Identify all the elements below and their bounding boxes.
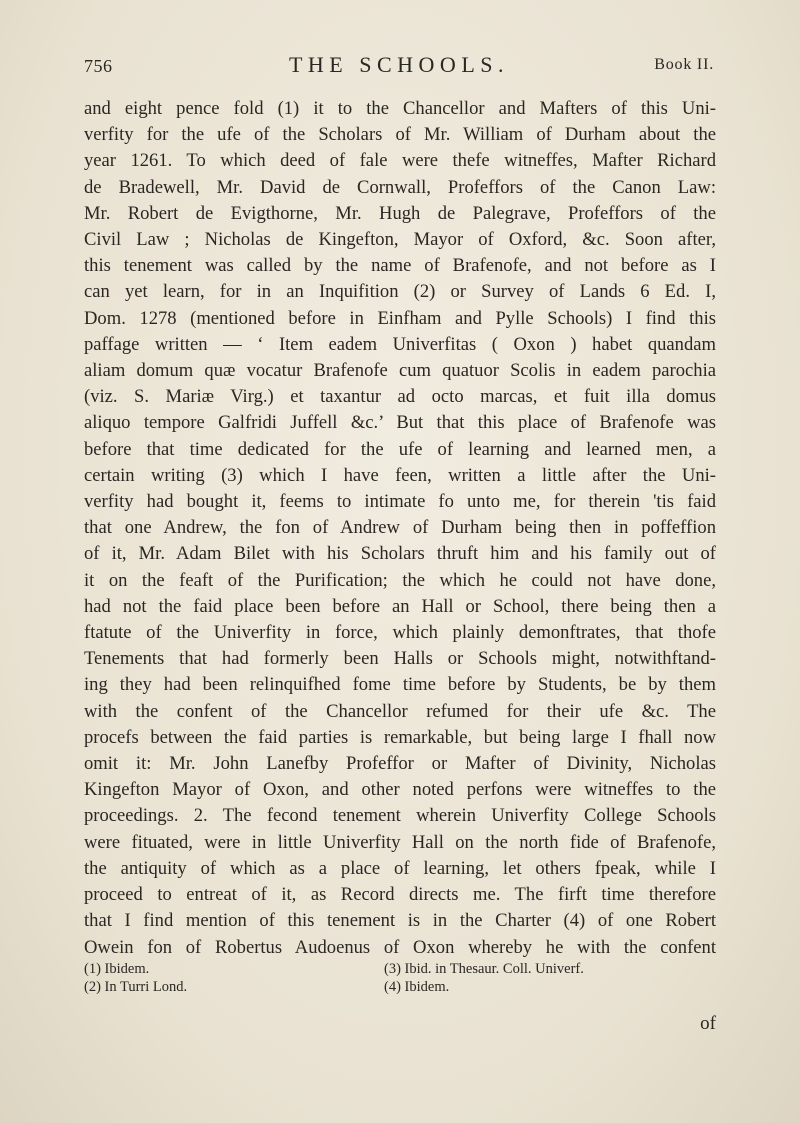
running-title: THE SCHOOLS. <box>288 52 509 77</box>
text-line: had not the faid place been before an Hall or School, there being then a <box>84 595 716 617</box>
text-line: Tenements that had formerly been Halls or Schools might, notwithftand- <box>84 648 716 670</box>
page-header <box>84 50 714 82</box>
text-line: of it, Mr. Adam Bilet with his Scholars thruft him and his family out of <box>84 543 716 565</box>
text-line: Owein fon of Robertus Audoenus of Oxon whereby he with the confent <box>84 936 716 958</box>
text-line: Civil Law ; Nicholas de Kingefton, Mayor of Oxford, &c. Soon after, <box>84 229 716 251</box>
text-line: that one Andrew, the fon of Andrew of Durham being then in poffeffion <box>84 517 716 539</box>
text-line: verfity had bought it, feems to intimate fo unto me, for therein 'tis faid <box>84 491 716 513</box>
text-line: aliam domum quæ vocatur Brafenofe cum quatuor Scolis in eadem parochia <box>84 360 716 382</box>
footnote: (4) Ibidem. <box>384 979 450 995</box>
text-line: it on the feaft of the Purification; the which he could not have done, <box>84 569 716 591</box>
text-line: Mr. Robert de Evigthorne, Mr. Hugh de Palegrave, Profeffors of the <box>84 202 716 224</box>
page-number: 756 <box>84 56 113 76</box>
text-line: procefs between the faid parties is remarkable, but being large I fhall now <box>84 726 716 748</box>
text-line: with the confent of the Chancellor refumed for their ufe &c. The <box>84 700 716 722</box>
text-line: Kingefton Mayor of Oxon, and other noted perfons were witneffes to the <box>84 779 716 801</box>
text-line: can yet learn, for in an Inquifition (2) or Survey of Lands 6 Ed. I, <box>84 281 716 303</box>
text-line: before that time dedicated for the ufe of learning and learned men, a <box>84 438 716 460</box>
text-line: verfity for the ufe of the Scholars of Mr. William of Durham about the <box>84 124 716 146</box>
text-line: Dom. 1278 (mentioned before in Einfham and Pylle Schools) I find this <box>84 307 716 329</box>
text-line: and eight pence fold (1) it to the Chancellor and Mafters of this Uni- <box>84 98 716 119</box>
footnotes-left-column <box>84 960 384 996</box>
text-line: this tenement was called by the name of Brafenofe, and not before as I <box>84 255 716 277</box>
text-line: omit it: Mr. John Lanefby Profeffor or Mafter of Divinity, Nicholas <box>84 753 716 775</box>
catchword: of <box>700 1013 716 1034</box>
text-line: proceed to entreat of it, as Record directs me. The firft time therefore <box>84 884 716 906</box>
text-line: paffage written — ‘ Item eadem Univerfitas ( Oxon ) habet quandam <box>84 333 716 355</box>
text-line: aliquo tempore Galfridi Juffell &c.’ But that this place of Brafenofe was <box>84 412 716 434</box>
footnotes-right-column <box>384 960 684 996</box>
text-line: de Bradewell, Mr. David de Cornwall, Profeffors of the Canon Law: <box>84 176 716 198</box>
book-label: Book II. <box>654 56 714 73</box>
text-line: were fituated, were in little Univerfity Hall on the north fide of Brafenofe, <box>84 831 716 853</box>
text-line: that I find mention of this tenement is in the Charter (4) of one Robert <box>84 910 716 932</box>
text-line: year 1261. To which deed of fale were thefe witneffes, Mafter Richard <box>84 150 716 172</box>
text-line: proceedings. 2. The fecond tenement wherein Univerfity College Schools <box>84 805 716 827</box>
text-line: ftatute of the Univerfity in force, which plainly demonftrates, that thofe <box>84 622 716 644</box>
footnote: (1) Ibidem. <box>84 961 150 977</box>
text-line: (viz. S. Mariæ Virg.) et taxantur ad octo marcas, et fuit illa domus <box>84 386 716 408</box>
footnote: (2) In Turri Lond. <box>84 979 188 995</box>
text-line: certain writing (3) which I have feen, written a little after the Uni- <box>84 464 716 486</box>
body-text <box>84 96 716 961</box>
text-line: the antiquity of which as a place of learning, let others fpeak, while I <box>84 857 716 879</box>
text-line: ing they had been relinquifhed fome time before by Students, be by them <box>84 674 716 696</box>
footnote: (3) Ibid. in Thesaur. Coll. Univerf. <box>384 961 584 977</box>
